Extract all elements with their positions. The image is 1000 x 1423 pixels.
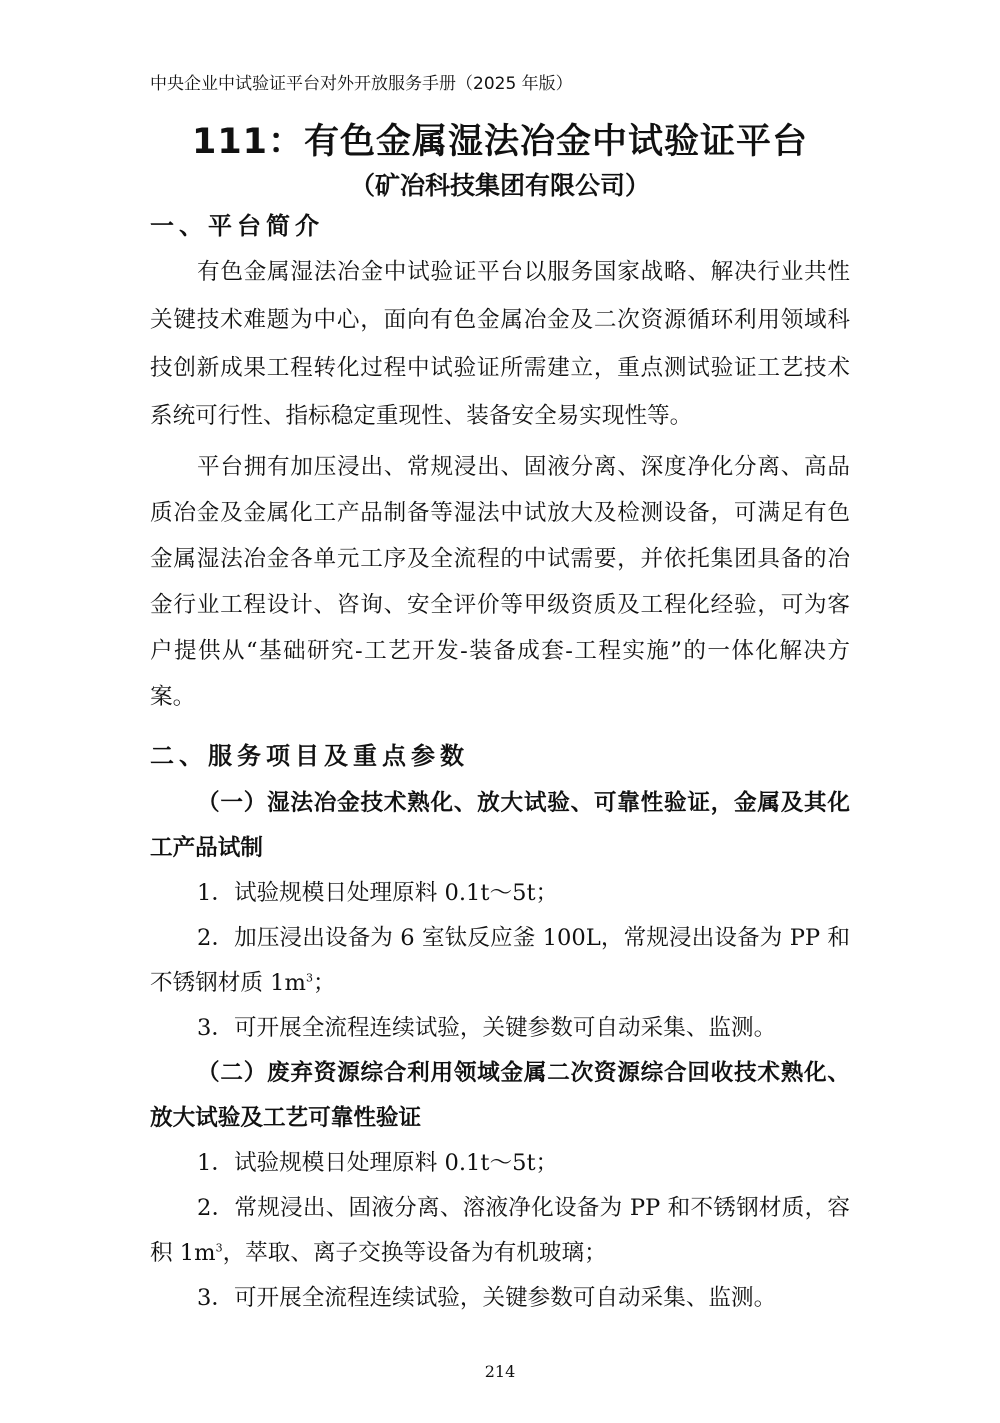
superscript: 3: [305, 971, 313, 985]
superscript: 3: [215, 1241, 223, 1255]
list-item: 3．可开展全流程连续试验，关键参数可自动采集、监测。: [197, 1015, 777, 1041]
page-subtitle: （矿冶科技集团有限公司）: [349, 171, 650, 200]
section-heading: 一、平台简介: [150, 211, 324, 240]
subsection-heading: （一）湿法冶金技术熟化、放大试验、可靠性验证，金属及其化工产品试制: [150, 790, 850, 861]
section-services: [150, 734, 850, 1321]
section-heading: 二、服务项目及重点参数: [150, 741, 469, 770]
section-intro: [150, 204, 850, 720]
list-item: 1．试验规模日处理原料 0.1t～5t；: [197, 880, 559, 906]
list-item: 1．试验规模日处理原料 0.1t～5t；: [197, 1150, 559, 1176]
list-item-text: 2．常规浸出、固液分离、溶液净化设备为 PP 和不锈钢材质，容积 1m: [150, 1195, 850, 1266]
subsection-heading: （二）废弃资源综合利用领域金属二次资源综合回收技术熟化、放大试验及工艺可靠性验证: [150, 1060, 850, 1131]
document-page: [150, 0, 850, 1423]
list-item-end: ，萃取、离子交换等设备为有机玻璃；: [222, 1240, 607, 1266]
page-number: 214: [484, 1362, 516, 1381]
list-item: [150, 916, 850, 1006]
list-item-end: ；: [312, 970, 336, 996]
list-item: [150, 1186, 850, 1276]
page-title: 111：有色金属湿法冶金中试验证平台: [191, 122, 809, 162]
list-item-text: 2．加压浸出设备为 6 室钛反应釜 100L，常规浸出设备为 PP 和不锈钢材质 1m: [150, 925, 850, 996]
list-item: 3．可开展全流程连续试验，关键参数可自动采集、监测。: [197, 1285, 777, 1311]
paragraph: 平台拥有加压浸出、常规浸出、固液分离、深度净化分离、高品质冶金及金属化工产品制备等湿法中试放大及检测设备，可满足有色金属湿法冶金各单元工序及全流程的中试需要，并依托集团具备的冶金行业工程设计、咨询、安全评价等甲级资质及工程化经验，可为客户提供从“基础研究-工艺开发-装备成套-工程实施”的一体化解决方案。: [150, 454, 850, 710]
running-header: 中央企业中试验证平台对外开放服务手册（2025 年版）: [150, 74, 573, 94]
paragraph: 有色金属湿法冶金中试验证平台以服务国家战略、解决行业共性关键技术难题为中心，面向有色金属冶金及二次资源循环利用领域科技创新成果工程转化过程中试验证所需建立，重点测试验证工艺技术系统可行性、指标稳定重现性、装备安全易实现性等。: [150, 259, 850, 429]
